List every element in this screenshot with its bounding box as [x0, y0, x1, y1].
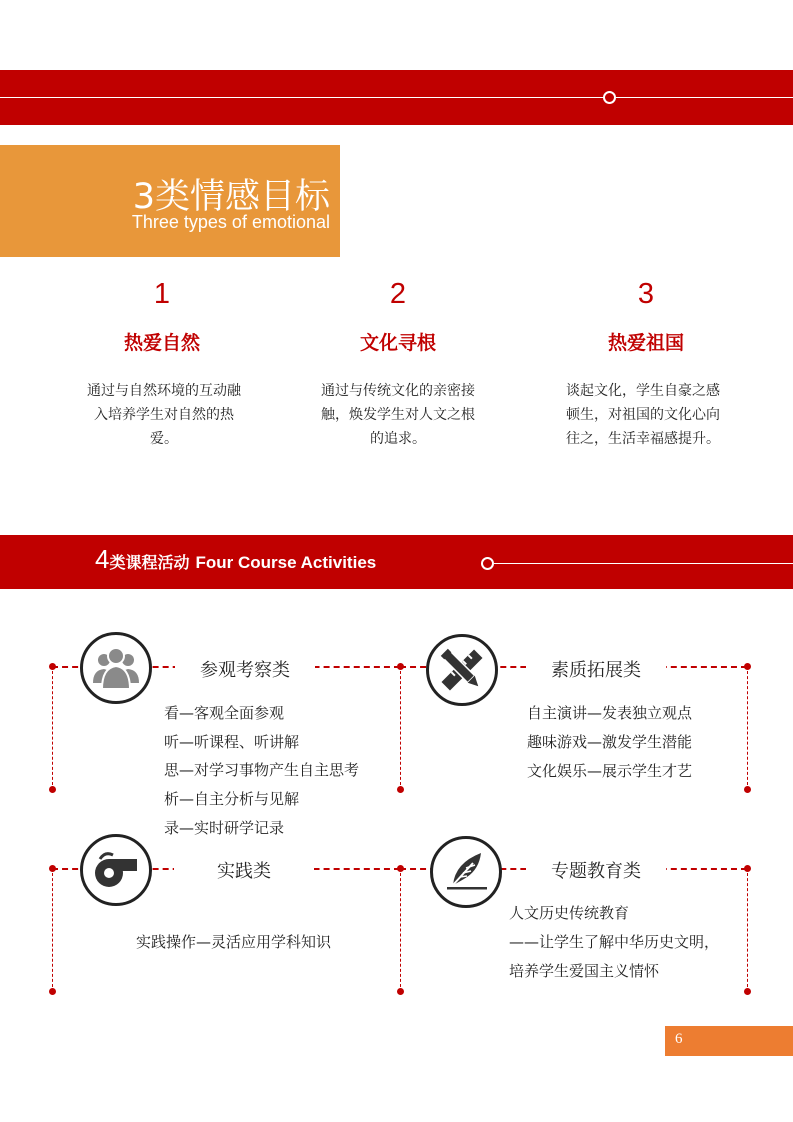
activity-item: 培养学生爱国主义情怀 [509, 962, 660, 980]
activities-banner-line [494, 563, 793, 564]
goal-title: 文化寻根 [359, 332, 436, 354]
banner-line-tail [616, 97, 793, 98]
connector-dot [744, 663, 751, 670]
activity-item: 实践操作—灵活应用学科知识 [136, 933, 332, 951]
connector-dot [397, 988, 404, 995]
activities-title-en: Four Course Activities [195, 553, 377, 572]
activity-item: ——让学生了解中华历史文明， [509, 933, 720, 951]
activity-item: 听—听课程、听讲解 [164, 733, 300, 751]
activity-title: 参观考察类 [175, 656, 315, 682]
dashed-connector [747, 666, 748, 790]
goal-description: 谈起文化，学生自豪之感顿生，对祖国的文化心向往之，生活幸福感提升。 [566, 383, 720, 447]
people-icon [80, 632, 152, 704]
connector-dot [49, 663, 56, 670]
top-banner [0, 70, 793, 125]
goal-description: 通过与自然环境的互动融入培养学生对自然的热爱。 [87, 383, 241, 447]
connector-dot [49, 865, 56, 872]
goal-description: 通过与传统文化的亲密接触，焕发学生对人文之根的追求。 [321, 383, 475, 447]
activity-title: 实践类 [174, 857, 314, 883]
connector-dot [49, 988, 56, 995]
connector-dot [744, 786, 751, 793]
connector-dot [744, 865, 751, 872]
goal-number: 3 [637, 278, 655, 310]
goal-title: 热爱祖国 [607, 332, 684, 354]
activity-item: 看—客观全面参观 [164, 704, 285, 722]
pencil-ruler-icon [426, 634, 498, 706]
activity-item: 人文历史传统教育 [509, 904, 630, 922]
activities-title [95, 544, 376, 575]
connector-dot [397, 865, 404, 872]
activity-title: 专题教育类 [526, 857, 666, 883]
activity-item: 趣味游戏—激发学生潜能 [527, 733, 693, 751]
connector-dot [397, 786, 404, 793]
section-title-block [0, 145, 340, 257]
page-number-box [665, 1026, 793, 1056]
goal-number: 1 [153, 278, 171, 310]
feather-pen-icon [430, 836, 502, 908]
dashed-connector [747, 868, 748, 992]
activity-item: 析—自主分析与见解 [164, 790, 300, 808]
connector-dot [49, 786, 56, 793]
banner-ring [603, 91, 616, 104]
activities-title-number: 4 [95, 544, 110, 574]
dashed-connector [52, 666, 53, 790]
connector-dot [397, 663, 404, 670]
activity-item: 文化娱乐—展示学生才艺 [527, 762, 693, 780]
dashed-connector [400, 666, 401, 790]
dashed-connector [400, 868, 401, 992]
page-number: 6 [675, 1031, 683, 1047]
dashed-connector [52, 868, 53, 992]
activities-banner-ring [481, 557, 494, 570]
section-title-text: 类情感目标 [154, 177, 330, 217]
whistle-icon [80, 834, 152, 906]
activity-title: 素质拓展类 [526, 656, 666, 682]
goal-number: 2 [389, 278, 407, 310]
activities-title-text: 类课程活动 [109, 553, 190, 572]
section-subtitle: Three types of emotional [131, 212, 330, 232]
connector-dot [744, 988, 751, 995]
activity-item: 录—实时研学记录 [164, 819, 285, 837]
activity-item: 思—对学习事物产生自主思考 [164, 761, 360, 779]
goal-title: 热爱自然 [123, 332, 200, 354]
activity-item: 自主演讲—发表独立观点 [527, 704, 693, 722]
banner-line [0, 97, 604, 98]
section-title-number: 3 [132, 177, 155, 217]
